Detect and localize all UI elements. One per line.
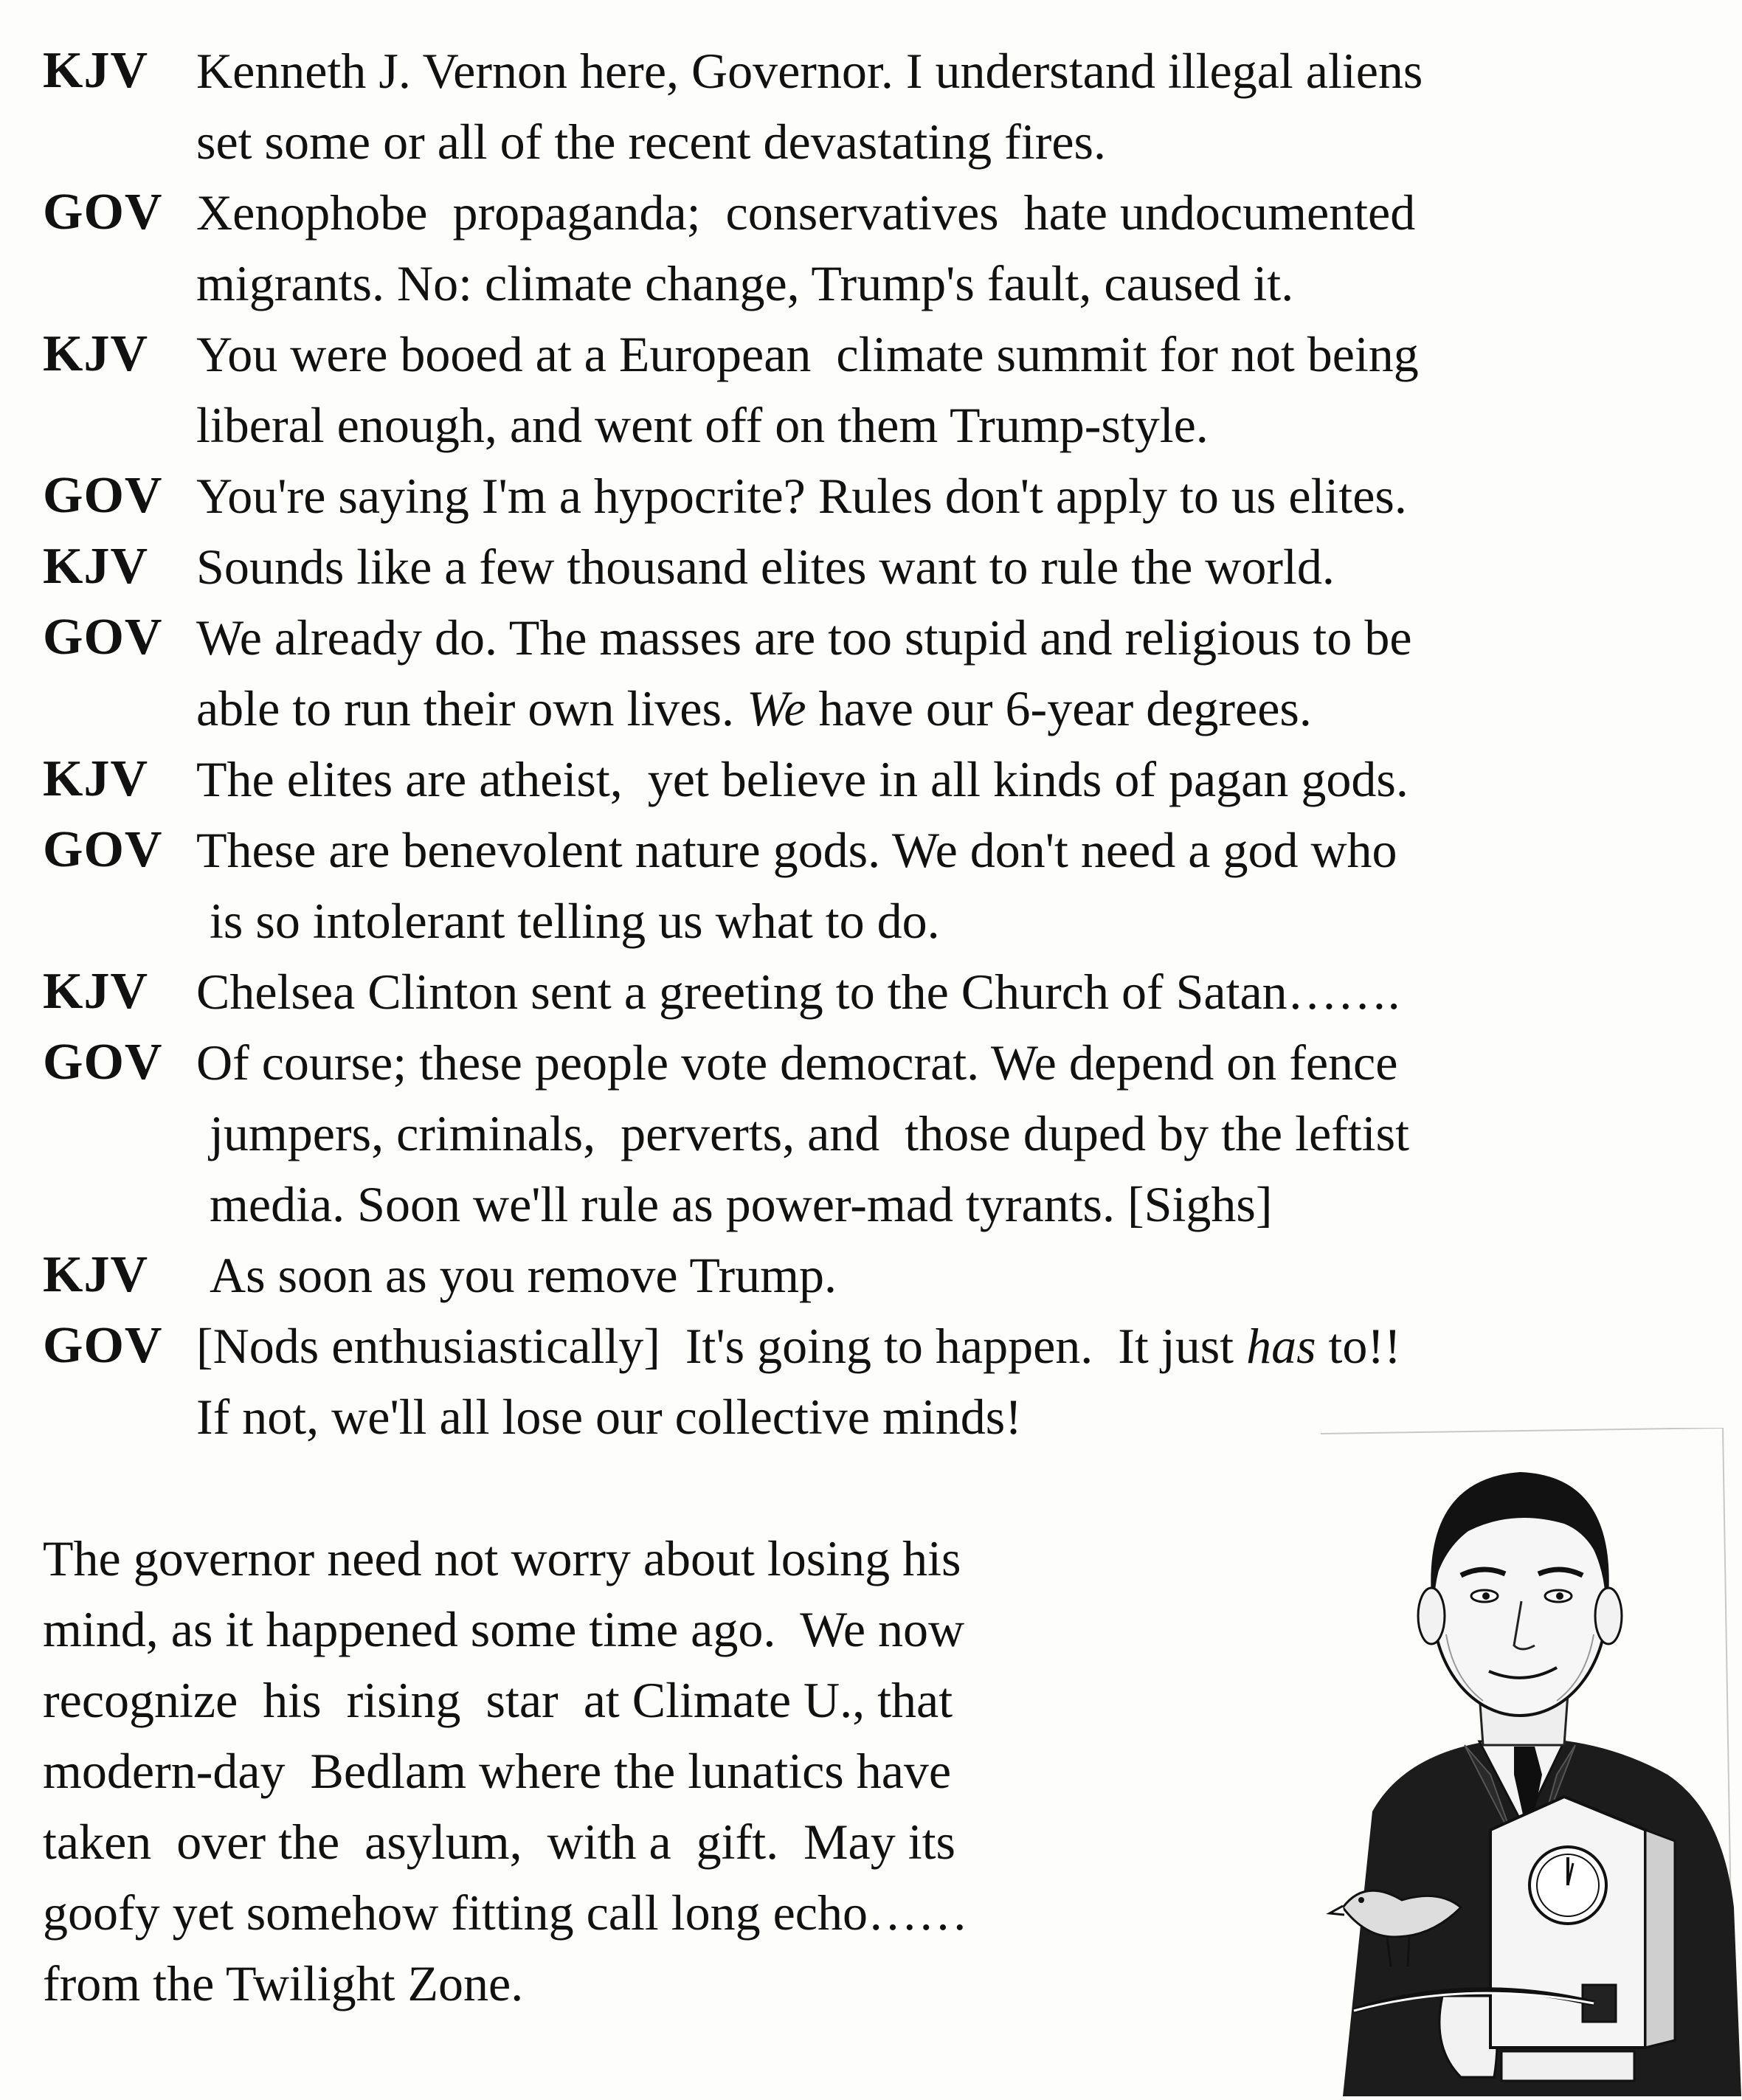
speech-line: is so intolerant telling us what to do. — [210, 893, 940, 949]
speech-fragment: to!! — [1316, 1318, 1401, 1374]
speech-line: As soon as you remove Trump. — [210, 1247, 837, 1303]
dialogue-exchange — [43, 602, 1710, 744]
speaker-label: KJV — [43, 750, 148, 807]
speech-line: We already do. The masses are too stupid and religious to be — [196, 609, 1412, 666]
dialogue-exchange — [43, 1027, 1710, 1240]
speech-line: Kenneth J. Vernon here, Governor. I understand illegal aliens — [196, 43, 1423, 99]
speech-fragment: [Nods enthusiastically] It's going to happen. It just — [196, 1318, 1247, 1374]
speaker-label: GOV — [43, 821, 163, 878]
dialogue-exchange — [43, 956, 1710, 1027]
speech-line: media. Soon we'll rule as power-mad tyrants. [Sighs] — [210, 1176, 1273, 1232]
speech-line: You're saying I'm a hypocrite? Rules don't apply to us elites. — [196, 468, 1407, 524]
dialogue-exchange — [43, 744, 1710, 815]
speech-text — [196, 1240, 1710, 1310]
narration-paragraph — [43, 1523, 1194, 2019]
speaker-label: KJV — [43, 325, 148, 382]
man-with-cuckoo-clock-drawing — [1321, 1428, 1741, 2096]
speaker-label: KJV — [43, 42, 148, 99]
speech-text — [196, 177, 1710, 319]
speech-line: set some or all of the recent devastating fires. — [196, 114, 1106, 170]
narration-line: from the Twilight Zone. — [43, 1955, 524, 2011]
dialogue-exchange — [43, 815, 1710, 956]
dialogue-exchange — [43, 177, 1710, 319]
speaker-label: GOV — [43, 184, 163, 241]
narration-line: recognize his rising star at Climate U., that — [43, 1672, 953, 1728]
speaker-label: GOV — [43, 1034, 163, 1091]
speech-line: These are benevolent nature gods. We don't need a god who — [196, 822, 1397, 878]
speech-line: Sounds like a few thousand elites want to rule the world. — [196, 539, 1335, 595]
speech-line: The elites are atheist, yet believe in all kinds of pagan gods. — [196, 751, 1409, 807]
illustration-svg — [1321, 1428, 1741, 2096]
speech-text — [196, 319, 1710, 460]
speech-text — [196, 35, 1710, 177]
speaker-label: GOV — [43, 1317, 163, 1374]
speech-line: Xenophobe propaganda; conservatives hate undocumented — [196, 184, 1416, 241]
speech-line: You were booed at a European climate summit for not being — [196, 326, 1419, 382]
speech-text — [196, 1027, 1710, 1240]
speaker-label: KJV — [43, 538, 148, 595]
speech-text — [196, 460, 1710, 531]
speech-fragment: have our 6-year degrees. — [806, 680, 1312, 736]
narration-line: goofy yet somehow fitting call long echo…… — [43, 1885, 968, 1941]
emphasized-word: We — [746, 680, 806, 736]
speech-line: jumpers, criminals, perverts, and those duped by the leftist — [210, 1105, 1409, 1161]
dialogue-exchange — [43, 460, 1710, 531]
speech-text — [196, 531, 1710, 602]
speech-text — [196, 602, 1710, 744]
speech-fragment: able to run their own lives. — [196, 680, 747, 736]
narration-line: The governor need not worry about losing his — [43, 1530, 961, 1586]
narration-line: modern-day Bedlam where the lunatics have — [43, 1743, 952, 1799]
dialogue-exchange — [43, 1240, 1710, 1310]
speech-line: If not, we'll all lose our collective minds! — [196, 1389, 1022, 1445]
speaker-label: KJV — [43, 1246, 148, 1303]
speech-line: Chelsea Clinton sent a greeting to the Church of Satan……. — [196, 964, 1400, 1020]
speech-text — [196, 815, 1710, 956]
speaker-label: KJV — [43, 963, 148, 1020]
emphasized-word: has — [1246, 1318, 1316, 1374]
dialogue-exchange — [43, 319, 1710, 460]
narration-line: mind, as it happened some time ago. We now — [43, 1601, 965, 1657]
dialogue-exchange — [43, 35, 1710, 177]
speech-line — [196, 673, 1710, 744]
speaker-label: GOV — [43, 467, 163, 524]
speech-text — [196, 956, 1710, 1027]
dialogue — [43, 35, 1710, 1452]
speech-line: migrants. No: climate change, Trump's fault, caused it. — [196, 255, 1294, 311]
speech-text — [196, 744, 1710, 815]
speech-line — [196, 1310, 1710, 1381]
speech-line: liberal enough, and went off on them Trump-style. — [196, 397, 1209, 453]
dialogue-exchange — [43, 531, 1710, 602]
speaker-label: GOV — [43, 609, 163, 666]
speech-line: Of course; these people vote democrat. We depend on fence — [196, 1035, 1398, 1091]
narration-line: taken over the asylum, with a gift. May its — [43, 1814, 955, 1870]
